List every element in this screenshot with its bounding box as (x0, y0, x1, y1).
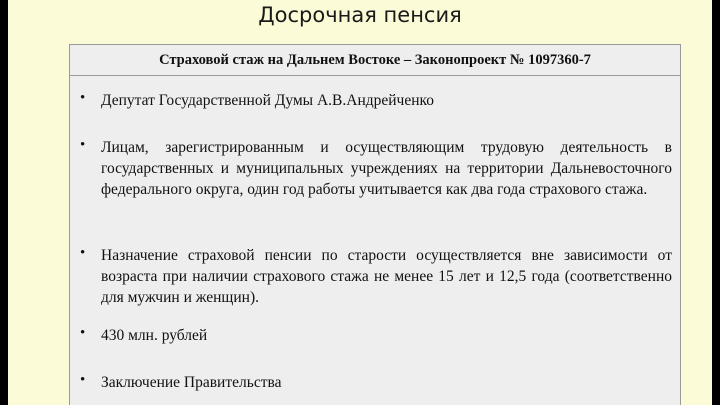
list-item-text: Лицам, зарегистрированным и осуществляющим трудовую деятельность в государственных и муниципальных учреждениях на территории Дальневосточного федерального округа, один год работы учитывается как два года страхового стажа. (101, 139, 672, 198)
list-item-text: Назначение страховой пенсии по старости осуществляется вне зависимости от возраста при наличии страхового стажа не менее 15 лет и 12,5 года (соответственно для мужчин и женщин). (101, 247, 672, 306)
letterbox-right (712, 0, 720, 405)
letterbox-left (0, 0, 8, 405)
slide-title: Досрочная пенсия (258, 3, 462, 27)
slide (8, 0, 712, 405)
bullet-icon: • (80, 90, 86, 106)
box-heading: Страховой стаж на Дальнем Востоке – Законопроект № 1097360-7 (70, 45, 680, 76)
bullet-icon: • (80, 245, 86, 261)
content-box (69, 44, 681, 405)
list-item-text: Депутат Государственной Думы А.В.Андрейченко (101, 92, 435, 109)
list-item-text: 430 млн. рублей (101, 327, 208, 344)
list-item-text: Заключение Правительства (101, 374, 282, 391)
bullet-icon: • (80, 325, 86, 341)
bullet-icon: • (80, 372, 86, 388)
bullet-icon: • (80, 137, 86, 153)
